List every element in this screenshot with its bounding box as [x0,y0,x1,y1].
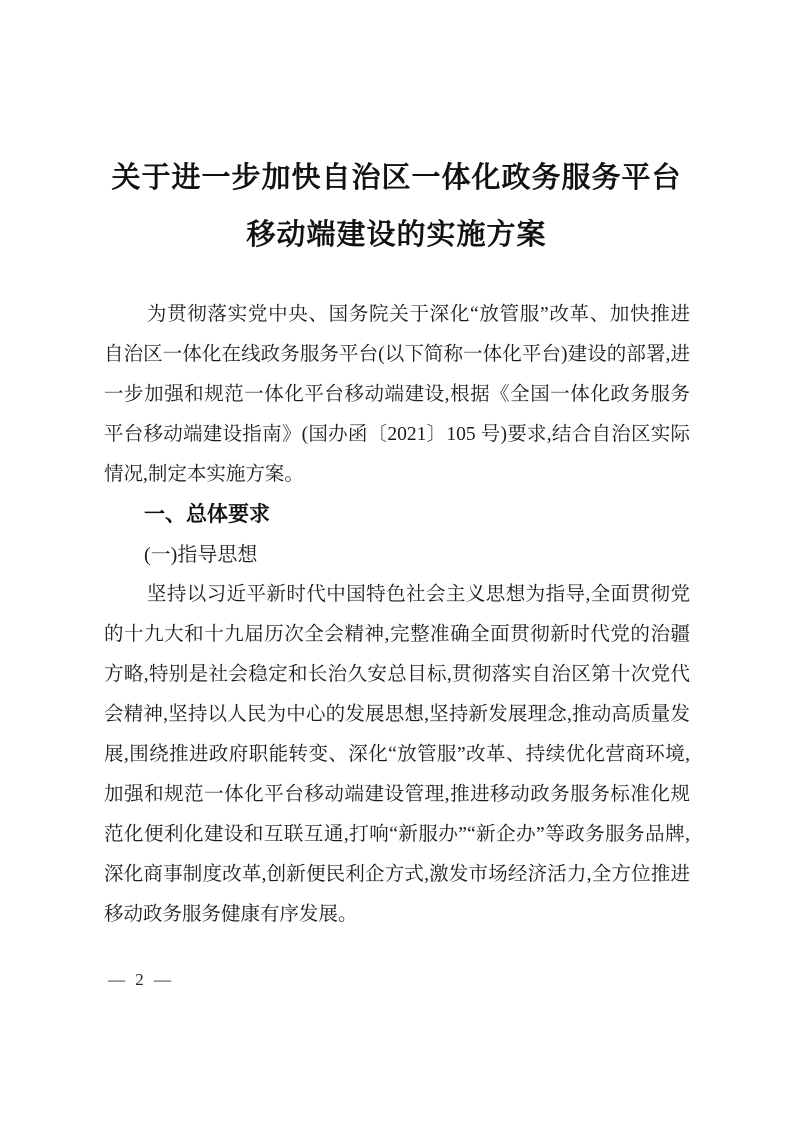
intro-paragraph: 为贯彻落实党中央、国务院关于深化“放管服”改革、加快推进自治区一体化在线政务服务平台(以下简称一体化平台)建设的部署,进一步加强和规范一体化平台移动端建设,根据《全国一体化政务服务平台移动端建设指南》(国办函〔2021〕105 号)要求,结合自治区实际情况,制定本实施方案。 [104,304,690,485]
title-line-2: 移动端建设的实施方案 [246,219,547,251]
document-body [104,295,690,935]
section-heading-overall-requirements: 一、总体要求 [144,503,270,526]
guiding-ideology-paragraph: 坚持以习近平新时代中国特色社会主义思想为指导,全面贯彻党的十九大和十九届历次全会精神,完整准确全面贯彻新时代党的治疆方略,特别是社会稳定和长治久安总目标,贯彻落实自治区第十次党代会精神,坚持以人民为中心的发展思想,坚持新发展理念,推动高质量发展,围绕推进政府职能转变、深化“放管服”改革、持续优化营商环境,加强和规范一体化平台移动端建设管理,推进移动政务服务标准化规范化便利化建设和互联互通,打响“新服办”“新企办”等政务服务品牌,深化商事制度改革,创新便民利企方式,激发市场经济活力,全方位推进移动政务服务健康有序发展。 [104,584,690,925]
page-number: — 2 — [108,970,174,989]
subsection-heading-guiding-ideology: (一)指导思想 [144,544,258,566]
title-line-1: 关于进一步加快自治区一体化政务服务平台 [111,162,682,194]
document-title [0,150,793,264]
